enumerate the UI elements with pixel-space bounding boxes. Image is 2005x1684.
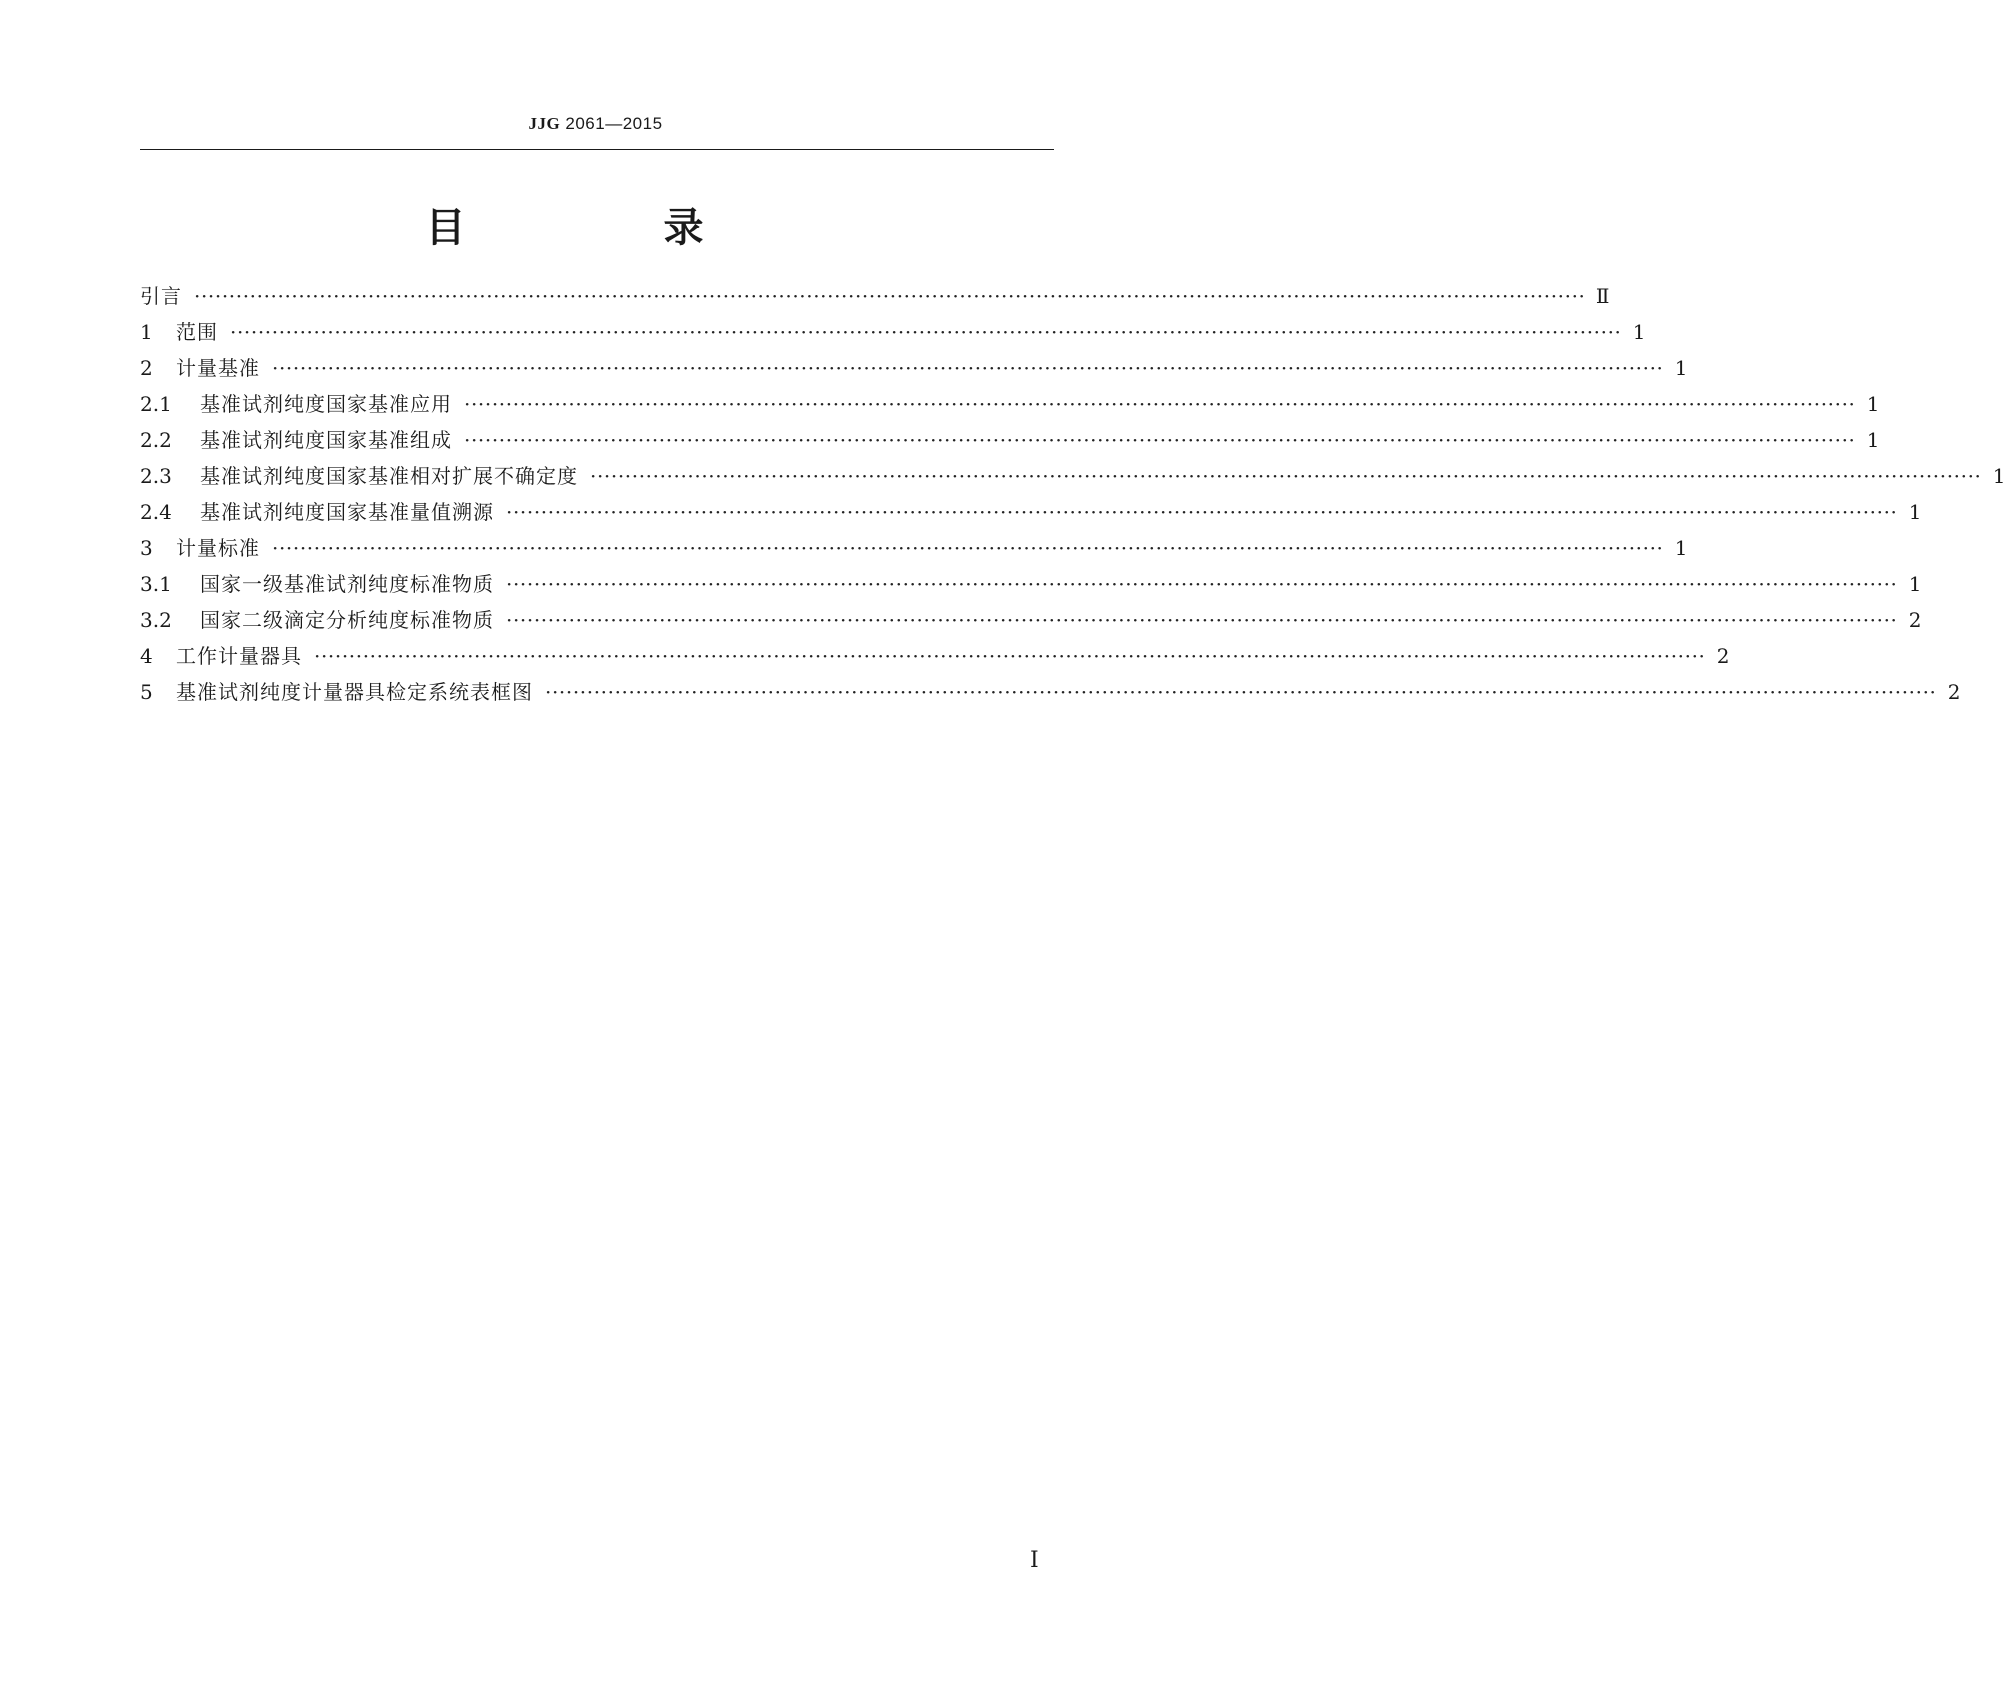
toc-entry-number: 2.4 bbox=[140, 500, 172, 524]
toc-dot-leader: ········································································································································································································ bbox=[314, 644, 1706, 668]
toc-entry-page: 2 bbox=[1947, 680, 1961, 704]
toc-dot-leader: ········································································································································································································ bbox=[464, 428, 1856, 452]
toc-entry-number: 2.3 bbox=[140, 464, 172, 488]
toc-entry-label: 基准试剂纯度计量器具检定系统表框图 bbox=[176, 680, 533, 704]
toc-entry-number: 2.2 bbox=[140, 428, 172, 452]
toc-entry[interactable] bbox=[140, 314, 1646, 350]
toc-entry-label: 基准试剂纯度国家基准量值溯源 bbox=[200, 500, 494, 524]
toc-entry-label: 计量基准 bbox=[176, 356, 260, 380]
toc-entry-label: 基准试剂纯度国家基准应用 bbox=[200, 392, 452, 416]
document-code-header bbox=[0, 114, 1191, 134]
toc-dot-leader: ········································································································································································································ bbox=[506, 608, 1898, 632]
toc-entry-number: 1 bbox=[140, 320, 153, 344]
toc-dot-leader: ········································································································································································································ bbox=[194, 284, 1586, 308]
toc-entry-page: 1 bbox=[1992, 464, 2005, 488]
toc-entry[interactable] bbox=[140, 278, 1610, 314]
page-number: Ⅰ bbox=[1030, 1548, 1039, 1573]
table-of-contents bbox=[140, 278, 2005, 710]
toc-entry[interactable] bbox=[140, 566, 1922, 602]
toc-dot-leader: ········································································································································································································ bbox=[590, 464, 1982, 488]
toc-entry-page: 1 bbox=[1866, 428, 1880, 452]
toc-entry-label: 基准试剂纯度国家基准组成 bbox=[200, 428, 452, 452]
toc-dot-leader: ········································································································································································································ bbox=[464, 392, 1856, 416]
toc-entry-label: 引言 bbox=[140, 284, 182, 308]
toc-entry-page: 1 bbox=[1632, 320, 1646, 344]
toc-entry-number: 3.1 bbox=[140, 572, 172, 596]
toc-entry[interactable] bbox=[140, 674, 1961, 710]
toc-entry-number: 2.1 bbox=[140, 392, 172, 416]
toc-entry[interactable] bbox=[140, 602, 1922, 638]
toc-entry-number: 3.2 bbox=[140, 608, 172, 632]
toc-entry-label: 国家一级基准试剂纯度标准物质 bbox=[200, 572, 494, 596]
toc-entry-page: 1 bbox=[1908, 572, 1922, 596]
toc-entry[interactable] bbox=[140, 386, 1880, 422]
header-rule bbox=[140, 149, 1054, 150]
toc-entry[interactable] bbox=[140, 350, 1688, 386]
toc-entry-number: 3 bbox=[140, 536, 153, 560]
toc-entry[interactable] bbox=[140, 638, 1730, 674]
page-title: 目 录 bbox=[425, 205, 766, 251]
toc-entry-number: 5 bbox=[140, 680, 153, 704]
toc-dot-leader: ········································································································································································································ bbox=[272, 356, 1664, 380]
toc-entry[interactable] bbox=[140, 530, 1688, 566]
toc-dot-leader: ········································································································································································································ bbox=[506, 572, 1898, 596]
toc-entry[interactable] bbox=[140, 494, 1922, 530]
toc-entry-page: 1 bbox=[1908, 500, 1922, 524]
document-code-prefix: JJG bbox=[528, 114, 561, 133]
document-code-number: 2061—2015 bbox=[560, 114, 663, 133]
toc-dot-leader: ········································································································································································································ bbox=[272, 536, 1664, 560]
toc-entry-page: 1 bbox=[1674, 536, 1688, 560]
toc-entry-page: 1 bbox=[1866, 392, 1880, 416]
toc-entry[interactable] bbox=[140, 422, 1880, 458]
toc-entry-label: 计量标准 bbox=[176, 536, 260, 560]
toc-dot-leader: ········································································································································································································ bbox=[506, 500, 1898, 524]
toc-entry[interactable] bbox=[140, 458, 2005, 494]
toc-entry-label: 工作计量器具 bbox=[176, 644, 302, 668]
toc-dot-leader: ········································································································································································································ bbox=[545, 680, 1937, 704]
toc-entry-page: Ⅱ bbox=[1595, 284, 1610, 308]
toc-entry-number: 4 bbox=[140, 644, 153, 668]
toc-dot-leader: ········································································································································································································ bbox=[230, 320, 1622, 344]
toc-entry-page: 2 bbox=[1908, 608, 1922, 632]
toc-entry-label: 国家二级滴定分析纯度标准物质 bbox=[200, 608, 494, 632]
toc-entry-label: 基准试剂纯度国家基准相对扩展不确定度 bbox=[200, 464, 578, 488]
toc-entry-page: 1 bbox=[1674, 356, 1688, 380]
toc-entry-number: 2 bbox=[140, 356, 153, 380]
toc-entry-label: 范围 bbox=[176, 320, 218, 344]
toc-entry-page: 2 bbox=[1716, 644, 1730, 668]
